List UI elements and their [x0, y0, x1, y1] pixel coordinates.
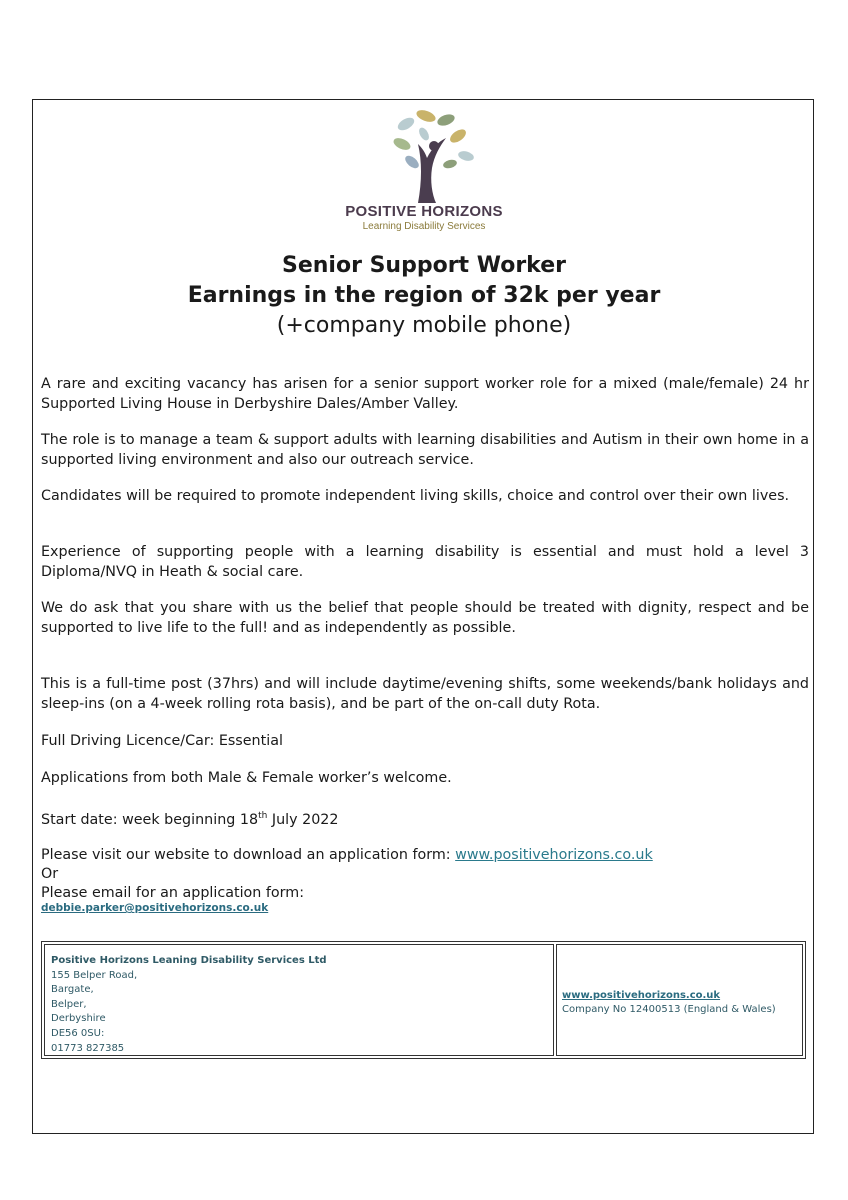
- positive-horizons-logo: [328, 106, 520, 236]
- footer-address: [51, 954, 327, 1056]
- paragraph-values: We do ask that you share with us the belief that people should be treated with dignity, respect and be supported to live life to the full! and as independently as possible.: [41, 600, 809, 636]
- paragraph-vacancy: A rare and exciting vacancy has arisen for a senior support worker role for a mixed (male/female) 24 hr Supported Living House in Derbyshire Dales/Amber Valley.: [41, 376, 809, 412]
- logo-subtitle: Learning Disability Services: [362, 221, 486, 232]
- paragraph-candidates: Candidates will be required to promote independent living skills, choice and control over their own lives.: [41, 488, 790, 504]
- footer-company-number: Company No 12400513 (England & Wales): [562, 1004, 776, 1015]
- job-earnings: Earnings in the region of 32k per year: [187, 283, 661, 308]
- job-benefit: (+company mobile phone): [276, 313, 572, 338]
- visit-text: Please visit our website to download an application form:: [41, 847, 456, 863]
- job-title: Senior Support Worker: [282, 253, 566, 278]
- footer-address-line: Bargate,: [51, 984, 94, 996]
- logo-company-name: POSITIVE HORIZONS: [345, 203, 503, 220]
- email-link[interactable]: debbie.parker@positivehorizons.co.uk: [41, 902, 269, 914]
- footer-address-line: Derbyshire: [51, 1013, 106, 1025]
- footer-company-info: [562, 989, 776, 1017]
- paragraph-visit: [41, 845, 809, 865]
- footer-website-link[interactable]: www.positivehorizons.co.uk: [562, 990, 721, 1001]
- footer-postcode: DE56 0SU:: [51, 1027, 105, 1039]
- paragraph-start-date: [41, 806, 809, 830]
- start-date-text: Start date: week beginning 18: [41, 811, 259, 828]
- paragraph-driving: Full Driving Licence/Car: Essential: [41, 733, 283, 749]
- start-date-month: July 2022: [267, 811, 339, 828]
- job-heading: [34, 251, 814, 341]
- paragraph-applications: Applications from both Male & Female worker’s welcome.: [41, 770, 452, 786]
- tree-figure-icon: [388, 106, 478, 204]
- paragraph-hours: This is a full-time post (37hrs) and will include daytime/evening shifts, some weekends/bank holidays and sleep-ins (on a 4-week rolling rota basis), and be part of the on-call duty Rota.: [41, 676, 809, 712]
- paragraph-email-request: Please email for an application form:: [41, 885, 305, 901]
- footer-address-line: 155 Belper Road,: [51, 969, 138, 981]
- footer-company-name: Positive Horizons Leaning Disability Services Ltd: [51, 955, 327, 966]
- paragraph-experience: Experience of supporting people with a learning disability is essential and must hold a level 3 Diploma/NVQ in Heath & social care.: [41, 544, 809, 580]
- footer-address-line: Belper,: [51, 998, 87, 1010]
- paragraph-or: Or: [41, 866, 59, 882]
- paragraph-role: The role is to manage a team & support adults with learning disabilities and Autism in their own home in a supported living environment and also our outreach service.: [41, 432, 809, 468]
- start-date-ordinal: th: [258, 811, 268, 821]
- website-link[interactable]: www.positivehorizons.co.uk: [455, 847, 653, 863]
- footer-phone: 01773 827385: [51, 1042, 125, 1054]
